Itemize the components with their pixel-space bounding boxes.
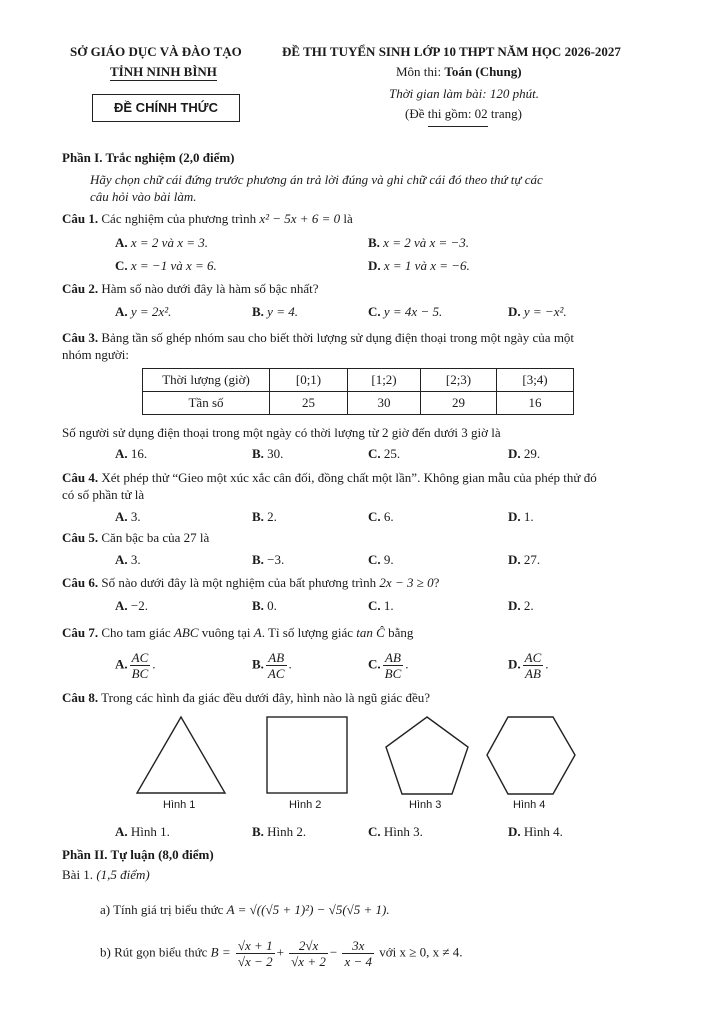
part1-instruction-1: Hãy chọn chữ cái đứng trước phương án trả lời đúng và ghi chữ cái đó theo thứ tự các xyxy=(90,172,543,187)
q6-option-b: B. 0. xyxy=(252,598,277,613)
q4-option-b: B. 2. xyxy=(252,509,277,524)
bai1-heading: Bài 1. (1,5 điểm) xyxy=(62,867,150,882)
q6-option-a: A. −2. xyxy=(115,598,148,613)
q5-option-a: A. 3. xyxy=(115,552,141,567)
figure-4-hexagon xyxy=(487,717,575,794)
figure-3-caption: Hình 3 xyxy=(409,799,442,811)
question-4: Câu 4. Xét phép thử “Gieo một xúc xắc cân đối, đồng chất một lần”. Không gian mẫu của phép thử đó xyxy=(62,470,597,485)
table-cell: Tần số xyxy=(143,392,270,415)
figure-1-triangle xyxy=(137,717,225,793)
q1-option-d: D. x = 1 và x = −6. xyxy=(368,258,470,273)
exam-time: Thời gian làm bài: 120 phút. xyxy=(389,86,539,101)
figure-3-pentagon xyxy=(386,717,468,794)
question-2: Câu 2. Hàm số nào dưới đây là hàm số bậc nhất? xyxy=(62,281,319,296)
table-cell: 25 xyxy=(270,392,348,415)
q7-option-a: A. $\frac{AC}{BC}$ . xyxy=(115,650,156,681)
q8-option-d: D. Hình 4. xyxy=(508,824,563,839)
q8-option-a: A. Hình 1. xyxy=(115,824,170,839)
exam-title: ĐỀ THI TUYỂN SINH LỚP 10 THPT NĂM HỌC 2026-2027 xyxy=(282,44,621,59)
q2-option-c: C. y = 4x − 5. xyxy=(368,304,443,319)
figure-1-caption: Hình 1 xyxy=(163,799,196,811)
q1-option-b: B. x = 2 và x = −3. xyxy=(368,235,470,250)
table-cell: 16 xyxy=(497,392,574,415)
figure-4-caption: Hình 4 xyxy=(513,799,546,811)
bai1-part-b: b) Rút gọn biểu thức B = $\frac{√x + 1}{√x - 2}$ + $\frac{2√x}{√x + 2}$ − $\frac{3x}{x - 4}$ với x ≥ 0, x ≠ 4. xyxy=(100,938,463,969)
question-1: Câu 1. Các nghiệm của phương trình x² − 5x + 6 = 0 là xyxy=(62,211,353,226)
table-cell: [0;1) xyxy=(270,369,348,392)
q6-option-c: C. 1. xyxy=(368,598,394,613)
q2-option-b: B. y = 4. xyxy=(252,304,298,319)
q3-option-d: D. 29. xyxy=(508,446,541,461)
page-count: (Đề thi gồm: 02 trang) xyxy=(405,106,522,121)
q6-option-d: D. 2. xyxy=(508,598,534,613)
q4-option-d: D. 1. xyxy=(508,509,534,524)
question-8: Câu 8. Trong các hình đa giác đều dưới đây, hình nào là ngũ giác đều? xyxy=(62,690,430,705)
q7-option-d: D. $\frac{AC}{AB}$ . xyxy=(508,650,549,681)
question-7: Câu 7. Cho tam giác ABC vuông tại A. Tỉ số lượng giác tan Ĉ bằng xyxy=(62,625,414,640)
part2-title: Phần II. Tự luận (8,0 điểm) xyxy=(62,847,214,862)
q8-option-c: C. Hình 3. xyxy=(368,824,423,839)
department-name: SỞ GIÁO DỤC VÀ ĐÀO TẠO xyxy=(70,44,242,59)
q5-option-d: D. 27. xyxy=(508,552,541,567)
q8-option-b: B. Hình 2. xyxy=(252,824,307,839)
q3-question: Số người sử dụng điện thoại trong một ngày có thời lượng từ 2 giờ đến dưới 3 giờ là xyxy=(62,425,501,440)
figure-2-square xyxy=(267,717,347,793)
q5-option-c: C. 9. xyxy=(368,552,394,567)
q5-option-b: B. −3. xyxy=(252,552,285,567)
table-cell: 30 xyxy=(348,392,421,415)
q3-option-c: C. 25. xyxy=(368,446,401,461)
q4-option-a: A. 3. xyxy=(115,509,141,524)
table-cell: 29 xyxy=(421,392,497,415)
question-3: Câu 3. Bảng tần số ghép nhóm sau cho biết thời lượng sử dụng điện thoại trong một ngày của một xyxy=(62,330,575,345)
q3-option-b: B. 30. xyxy=(252,446,284,461)
q1-option-c: C. x = −1 và x = 6. xyxy=(115,258,217,273)
q7-option-b: B. $\frac{AB}{AC}$ . xyxy=(252,650,292,681)
figure-2-caption: Hình 2 xyxy=(289,799,322,811)
q2-option-d: D. y = −x². xyxy=(508,304,567,319)
table-cell: [1;2) xyxy=(348,369,421,392)
table-cell: [3;4) xyxy=(497,369,574,392)
part1-instruction-2: câu hỏi vào bài làm. xyxy=(90,189,197,204)
question-5: Câu 5. Căn bậc ba của 27 là xyxy=(62,530,210,545)
official-exam-box: ĐỀ CHÍNH THỨC xyxy=(92,94,240,122)
table-cell: [2;3) xyxy=(421,369,497,392)
q3-option-a: A. 16. xyxy=(115,446,148,461)
question-3-cont: nhóm người: xyxy=(62,347,130,362)
q4-option-c: C. 6. xyxy=(368,509,394,524)
q1-option-a: A. x = 2 và x = 3. xyxy=(115,235,208,250)
bai1-part-a: a) Tính giá trị biểu thức A = √((√5 + 1)²) − √5(√5 + 1). xyxy=(100,902,390,917)
question-4-cont: có số phần tử là xyxy=(62,487,145,502)
q2-option-a: A. y = 2x². xyxy=(115,304,172,319)
q7-option-c: C. $\frac{AB}{BC}$ . xyxy=(368,650,409,681)
table-cell: Thời lượng (giờ) xyxy=(143,369,270,392)
subject-line: Môn thi: Toán (Chung) xyxy=(396,64,522,79)
part1-title: Phần I. Trắc nghiệm (2,0 điểm) xyxy=(62,150,235,165)
province-name: TỈNH NINH BÌNH xyxy=(110,64,217,79)
question-6: Câu 6. Số nào dưới đây là một nghiệm của bất phương trình 2x − 3 ≥ 0? xyxy=(62,575,440,590)
